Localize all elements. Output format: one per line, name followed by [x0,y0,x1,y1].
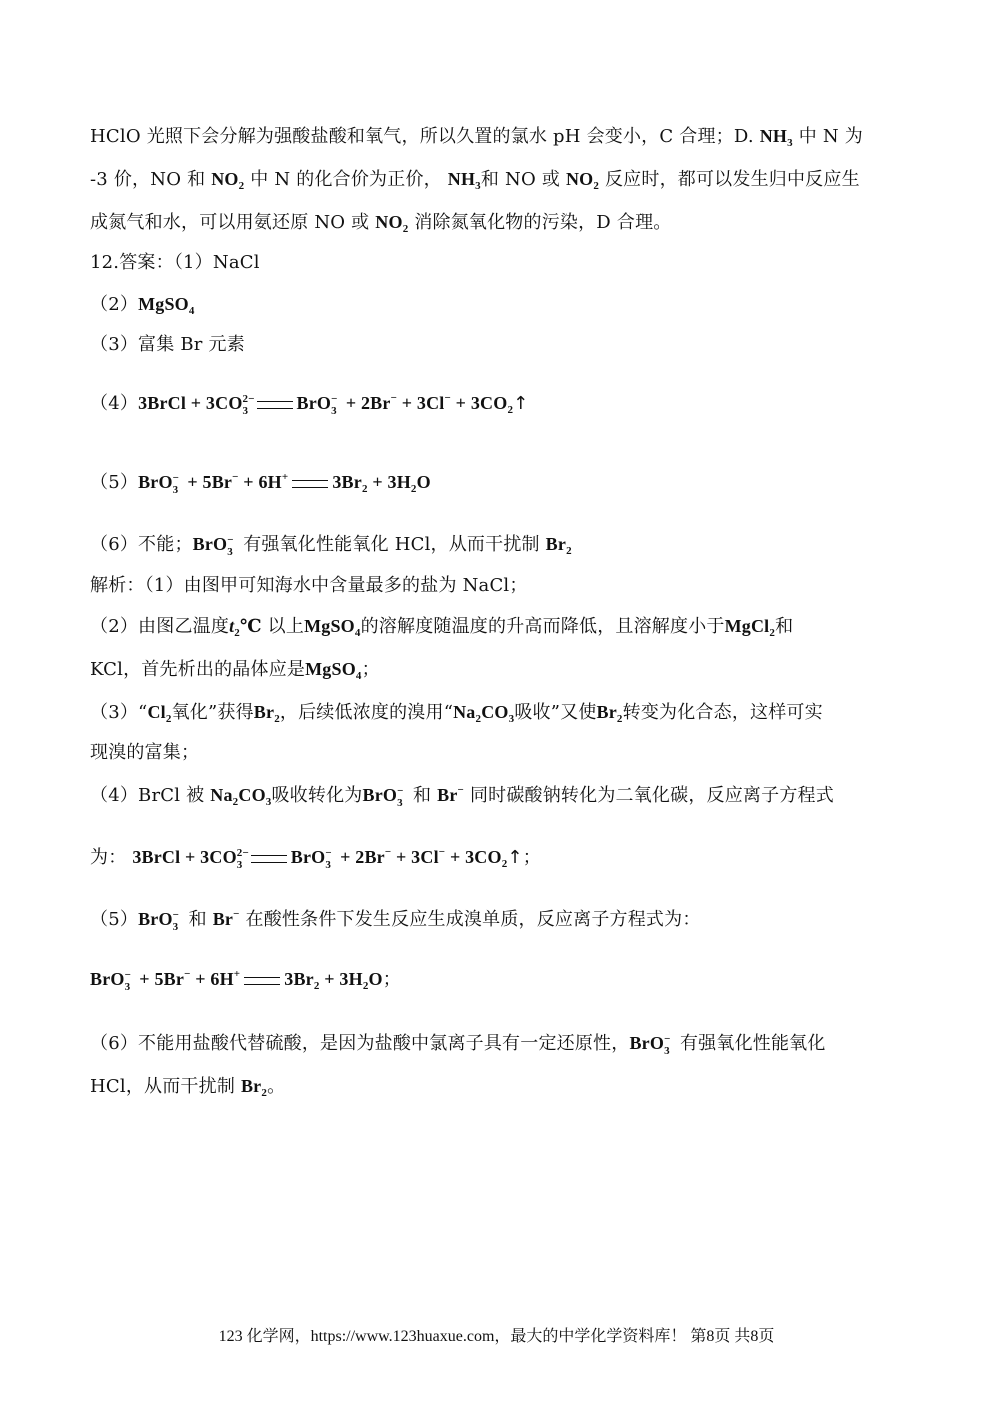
analysis-3-cont: 现溴的富集； [90,742,200,763]
answer-4 [90,391,528,416]
text: 以上 [267,616,305,637]
formula-na2co3: $Na_2CO_3$ [453,702,515,725]
text: （5） [90,909,139,930]
answer-3: （3）富集 Br 元素 [90,334,245,355]
text: 同时碳酸钠转化为二氧化碳，反应离子方程式 [469,785,834,806]
formula-nh3: $NH_3$ [447,169,481,192]
text: 吸收转化为 [271,785,363,806]
text: 和 [188,909,207,930]
text: KCl，首先析出的晶体应是 [90,659,306,680]
text: 有强氧化性能氧化 HCl，从而干扰制 [243,534,540,555]
analysis-3 [90,700,823,725]
text: 消除氮氧化物的污染，D 合理。 [414,212,672,233]
text: 转变为化合态，这样可实 [622,702,823,723]
text: （6）不能； [90,534,193,555]
text: （6）不能用盐酸代替硫酸，是因为盐酸中氯离子具有一定还原性， [90,1033,630,1054]
text: 为： [90,847,127,868]
equation-4: 3BrCl + 3CO 2− 3 BrO − 3 + $2Br^- + 3Cl^- + 3CO_2↑$ [138,392,529,417]
formula-na2co3: $Na_2CO_3$ [210,785,272,808]
formula-br2: $Br_2$ [240,1076,268,1099]
text: 氧化”获得 [171,702,254,723]
formula-br-minus: Br− [437,784,465,805]
text: ； [361,659,380,680]
text-line [90,124,863,149]
formula-mgso4: MgSO$_4$ [305,659,362,682]
answer-2 [90,292,195,317]
formula-bro3: BrO − 3 [629,1033,671,1057]
analysis-1: 解析：（1）由图甲可知海水中含量最多的盐为 NaCl； [90,575,528,596]
formula-mgso4: MgSO$_4$ [138,294,195,317]
analysis-5-eq [90,967,401,992]
text: 吸收”又使 [514,702,597,723]
text: HCl，从而干扰制 [90,1076,236,1097]
text: 和 [413,785,432,806]
text: 有强氧化性能氧化 [679,1033,826,1054]
equation-5: BrO − 3 + 5Br− + 6H+ $3Br_2 + 3H_2O$ [90,968,383,993]
text: （5） [90,472,139,493]
formula-nh3: $NH_3$ [759,126,793,149]
analysis-4-eq [90,845,541,870]
equation-4: 3BrCl + 3CO 2− 3 BrO − 3 + $2Br^- + 3Cl^- + 3CO_2↑$ [132,846,523,871]
analysis-2-cont [90,657,380,682]
text: -3 价，NO 和 [90,169,206,190]
text: 。 [267,1076,286,1097]
text: 和 [775,616,794,637]
text: ； [522,847,541,868]
text-line [90,167,860,192]
analysis-5 [90,907,701,932]
text: （2） [90,294,139,315]
formula-br-minus: Br− [212,908,240,929]
text-line [90,210,671,235]
analysis-2 [90,614,793,639]
formula-br2: $Br_2$ [596,702,623,725]
text: 中 N 为 [798,126,863,147]
formula-mgso4: MgSO$_4$ [304,616,361,639]
text: 的溶解度随温度的升高而降低，且溶解度小于 [360,616,725,637]
text: ； [382,969,401,990]
text: HClO 光照下会分解为强酸盐酸和氧气，所以久置的氯水 pH 会变小，C 合理；D. [90,126,754,147]
analysis-4 [90,783,834,808]
formula-mgcl2: MgCl$_2$ [724,616,776,639]
answer-heading: 12.答案：（1）NaCl [90,252,260,273]
formula-br2: $Br_2$ [253,702,280,725]
text: （4） [90,393,139,414]
formula-cl2: $Cl_2$ [147,702,172,725]
text: 和 NO 或 [480,169,561,190]
answer-5 [90,470,431,495]
formula-no2: $NO_2$ [211,169,245,192]
text: 中 N 的化合价为正价， [250,169,442,190]
page-footer: 123 化学网，https://www.123huaxue.com，最大的中学化学资料库！ 第8页 共8页 [218,1328,775,1345]
text: （2）由图乙温度 [90,616,230,637]
equation-5: BrO − 3 + 5Br− + 6H+ $3Br_2 + 3H_2O$ [138,471,431,496]
text: （4）BrCl 被 [90,785,205,806]
text: 反应时，都可以发生归中反应生 [604,169,860,190]
text: ，后续低浓度的溴用“ [279,702,454,723]
text: 在酸性条件下发生反应生成溴单质，反应离子方程式为： [245,909,701,930]
formula-bro3: BrO − 3 [138,909,180,933]
temp-t2: $t_2℃$ [229,616,262,639]
formula-bro3: BrO − 3 [362,785,404,809]
answer-6 [90,532,572,557]
formula-no2: $NO_2$ [565,169,600,192]
formula-no2: $NO_2$ [375,212,409,235]
text: （3）“ [90,702,148,723]
formula-bro3: BrO − 3 [192,534,234,558]
analysis-6 [90,1031,826,1056]
formula-br2: $Br_2$ [545,534,572,557]
analysis-6-cont [90,1074,285,1099]
text: 成氮气和水，可以用氨还原 NO 或 [90,212,370,233]
